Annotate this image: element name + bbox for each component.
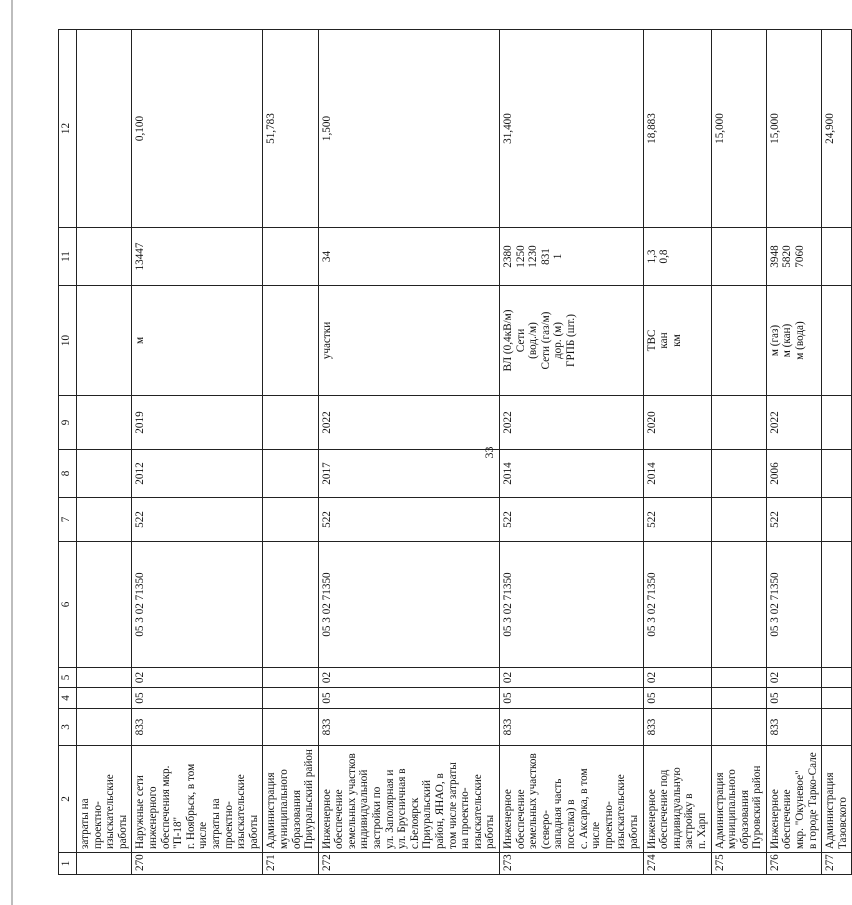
column-number-11: 11: [59, 228, 77, 286]
subsection-cell: 02: [500, 668, 644, 688]
section-cell: [822, 688, 852, 709]
section-cell: [77, 688, 132, 709]
section-cell: [263, 688, 318, 709]
expense-type-cell: [263, 498, 318, 542]
rotated-page: [58, 30, 849, 875]
amount-cell: 31,400: [500, 30, 644, 228]
page-content: [58, 30, 849, 875]
amount-cell: 1,500: [318, 30, 499, 228]
end-year-cell: [77, 396, 132, 450]
end-year-cell: 2019: [132, 396, 263, 450]
start-year-cell: [822, 450, 852, 498]
capacity-cell: [77, 228, 132, 286]
capacity-cell: [711, 228, 766, 286]
start-year-cell: [77, 450, 132, 498]
column-number-row: [59, 30, 77, 875]
code-cell: 833: [643, 709, 711, 746]
code-cell: 833: [766, 709, 821, 746]
subsection-cell: 02: [318, 668, 499, 688]
column-number-4: 4: [59, 688, 77, 709]
section-cell: 05: [500, 688, 644, 709]
code-cell: [711, 709, 766, 746]
table-row: [822, 30, 852, 875]
unit-cell: [263, 286, 318, 396]
amount-cell: 15,000: [766, 30, 821, 228]
capacity-cell: [822, 228, 852, 286]
start-year-cell: 2017: [318, 450, 499, 498]
target-article-cell: [711, 542, 766, 668]
row-number: 272: [318, 853, 499, 875]
expense-type-cell: [822, 498, 852, 542]
subsection-cell: [77, 668, 132, 688]
expense-type-cell: 522: [766, 498, 821, 542]
unit-cell: [77, 286, 132, 396]
capacity-cell: 3948 5820 7060: [766, 228, 821, 286]
unit-cell: [822, 286, 852, 396]
expense-type-cell: [77, 498, 132, 542]
row-number: [77, 853, 132, 875]
budget-table: [58, 29, 852, 875]
amount-cell: 0,100: [132, 30, 263, 228]
row-number: 274: [643, 853, 711, 875]
column-number-6: 6: [59, 542, 77, 668]
object-name: Инженерное обеспечение земельных участков индивидуальной застройки по ул. Заполярная и ул. Брусничная в с.Белоярск Приуральский район, ЯНАО, в том числе затраты на проектно- изыскательские работы: [318, 746, 499, 853]
object-name: Инженерное обеспечение под индивидуальную застройку в п. Харп: [643, 746, 711, 853]
row-number: 273: [500, 853, 644, 875]
object-name: Администрация муниципального образования Пуровский район: [711, 746, 766, 853]
section-cell: 05: [766, 688, 821, 709]
unit-cell: участки: [318, 286, 499, 396]
unit-cell: [711, 286, 766, 396]
table-row: [318, 30, 499, 875]
row-number: 277: [822, 853, 852, 875]
code-cell: 833: [318, 709, 499, 746]
start-year-cell: [263, 450, 318, 498]
table-row: [77, 30, 132, 875]
object-name: Наружные сети инженерного обеспечения мкр. "П-18" г. Ноябрьск, в том числе затраты на проектно- изыскательские работы: [132, 746, 263, 853]
section-cell: 05: [643, 688, 711, 709]
amount-cell: 24,900: [822, 30, 852, 228]
subsection-cell: [263, 668, 318, 688]
unit-cell: м (газ) м (кан) м (вода): [766, 286, 821, 396]
amount-cell: 18,883: [643, 30, 711, 228]
amount-cell: [77, 30, 132, 228]
row-number: 270: [132, 853, 263, 875]
column-number-9: 9: [59, 396, 77, 450]
amount-cell: 15,000: [711, 30, 766, 228]
table-row: [766, 30, 821, 875]
end-year-cell: 2020: [643, 396, 711, 450]
capacity-cell: 13447: [132, 228, 263, 286]
end-year-cell: 2022: [500, 396, 644, 450]
start-year-cell: 2014: [643, 450, 711, 498]
table-row: [132, 30, 263, 875]
capacity-cell: 2380 1250 1230 831 1: [500, 228, 644, 286]
object-name: затраты на проектно- изыскательские работы: [77, 746, 132, 853]
start-year-cell: 2012: [132, 450, 263, 498]
column-number-8: 8: [59, 450, 77, 498]
end-year-cell: 2022: [318, 396, 499, 450]
column-number-1: 1: [59, 853, 77, 875]
capacity-cell: [263, 228, 318, 286]
object-name: Администрация муниципального образования Приуральский район: [263, 746, 318, 853]
code-cell: 833: [500, 709, 644, 746]
column-number-7: 7: [59, 498, 77, 542]
column-number-10: 10: [59, 286, 77, 396]
object-name: Инженерное обеспечение земельных участков (северо- западная часть поселка) в с. Аксарка, в том числе проектно-изыскательские работы: [500, 746, 644, 853]
code-cell: [822, 709, 852, 746]
table-body: [59, 30, 852, 875]
end-year-cell: 2022: [766, 396, 821, 450]
column-number-12: 12: [59, 30, 77, 228]
unit-cell: м: [132, 286, 263, 396]
section-cell: 05: [318, 688, 499, 709]
start-year-cell: 2006: [766, 450, 821, 498]
start-year-cell: [711, 450, 766, 498]
column-number-3: 3: [59, 709, 77, 746]
page-number: 33: [482, 446, 496, 459]
capacity-cell: 34: [318, 228, 499, 286]
column-number-2: 2: [59, 746, 77, 853]
expense-type-cell: 522: [318, 498, 499, 542]
code-cell: 833: [132, 709, 263, 746]
object-name: Инженерное обеспечение мкр. "Окуневое" в городе Тарко-Сале: [766, 746, 821, 853]
capacity-cell: 1,3 0,8: [643, 228, 711, 286]
table-row: [643, 30, 711, 875]
page-left-edge: [11, 0, 13, 905]
target-article-cell: 05 3 02 71350: [766, 542, 821, 668]
amount-cell: 51,783: [263, 30, 318, 228]
target-article-cell: 05 3 02 71350: [643, 542, 711, 668]
target-article-cell: [77, 542, 132, 668]
expense-type-cell: 522: [500, 498, 644, 542]
expense-type-cell: [711, 498, 766, 542]
target-article-cell: [263, 542, 318, 668]
code-cell: [263, 709, 318, 746]
unit-cell: ТВС кан км: [643, 286, 711, 396]
code-cell: [77, 709, 132, 746]
row-number: 276: [766, 853, 821, 875]
end-year-cell: [822, 396, 852, 450]
table-row: [711, 30, 766, 875]
expense-type-cell: 522: [132, 498, 263, 542]
subsection-cell: 02: [766, 668, 821, 688]
section-cell: [711, 688, 766, 709]
subsection-cell: [711, 668, 766, 688]
table-row: [500, 30, 644, 875]
section-cell: 05: [132, 688, 263, 709]
target-article-cell: [822, 542, 852, 668]
target-article-cell: 05 3 02 71350: [132, 542, 263, 668]
row-number: 275: [711, 853, 766, 875]
subsection-cell: 02: [643, 668, 711, 688]
column-number-5: 5: [59, 668, 77, 688]
start-year-cell: 2014: [500, 450, 644, 498]
expense-type-cell: 522: [643, 498, 711, 542]
target-article-cell: 05 3 02 71350: [318, 542, 499, 668]
end-year-cell: [711, 396, 766, 450]
target-article-cell: 05 3 02 71350: [500, 542, 644, 668]
row-number: 271: [263, 853, 318, 875]
unit-cell: ВЛ (0,4кВ/м) Сети (вод./м) Сети (газ/м) дор. (м) ГРПБ (шт.): [500, 286, 644, 396]
table-row: [263, 30, 318, 875]
subsection-cell: [822, 668, 852, 688]
end-year-cell: [263, 396, 318, 450]
object-name: Администрация Тазовского: [822, 746, 852, 853]
subsection-cell: 02: [132, 668, 263, 688]
